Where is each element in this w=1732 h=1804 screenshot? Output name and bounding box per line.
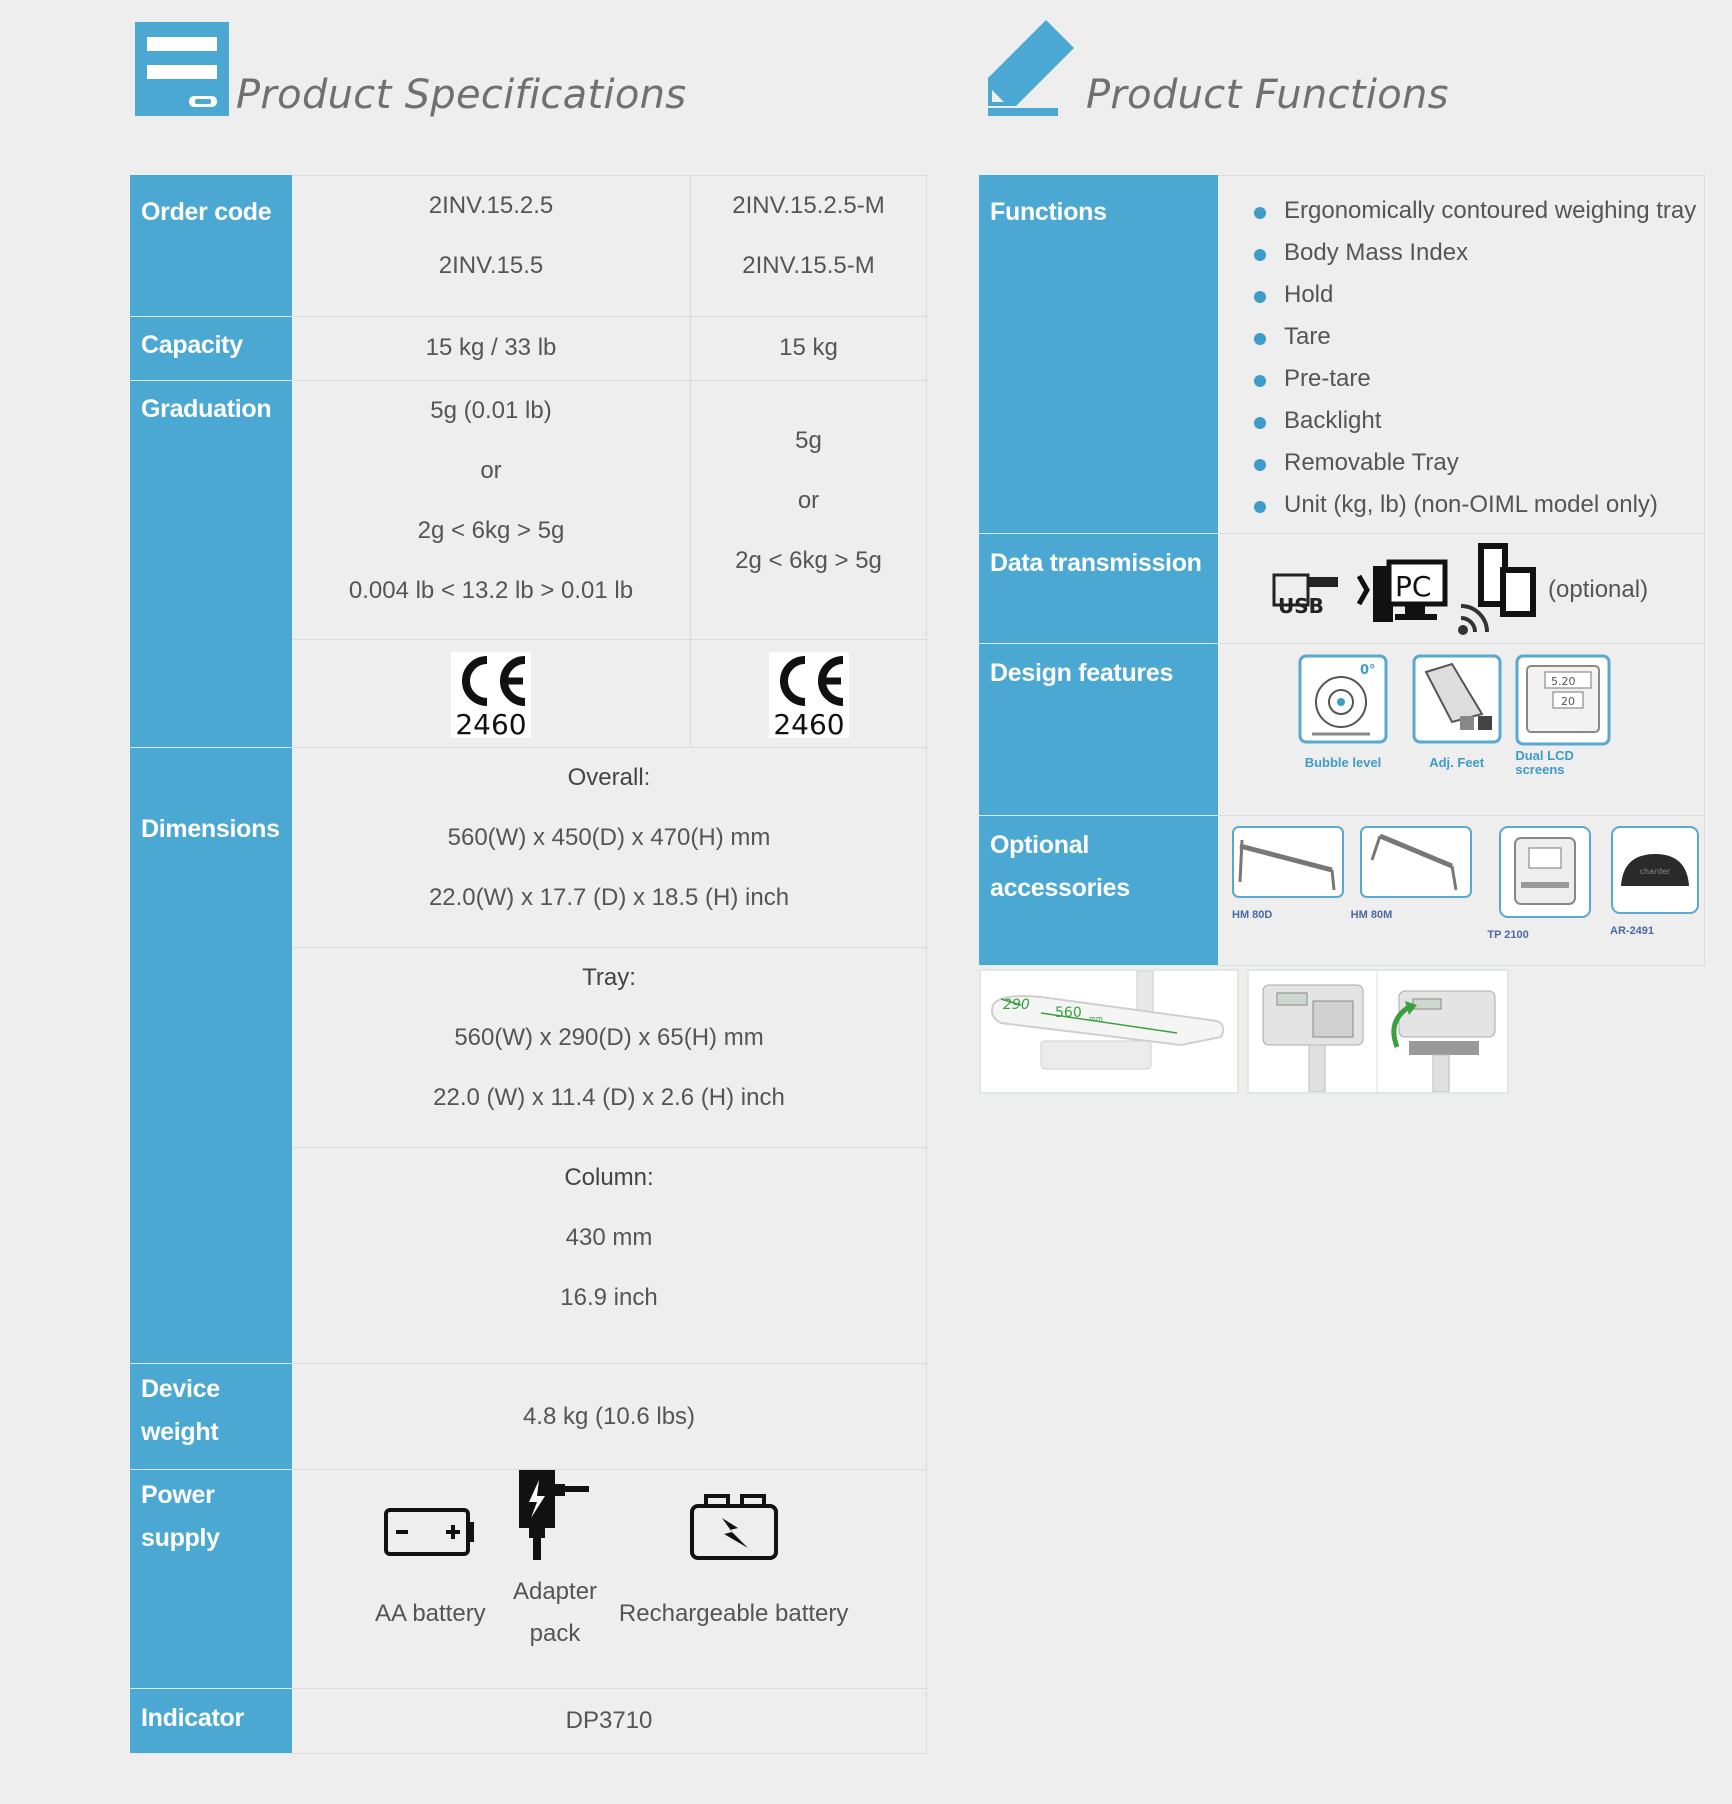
data-transmission-row xyxy=(980,534,1705,644)
accessory-hm80d xyxy=(1232,826,1344,921)
bubble-level-icon xyxy=(1298,654,1388,744)
feature-bubble-level xyxy=(1288,654,1398,770)
power-supply-label: Power xyxy=(141,1481,215,1509)
dimension-value: 22.0(W) x 17.7 (D) x 18.5 (H) inch xyxy=(428,884,790,911)
height-rod-icon xyxy=(1232,826,1344,898)
order-code-value: 2INV.15.5 xyxy=(438,252,544,279)
tray-width-label: 290 xyxy=(1003,997,1030,1013)
function-item: Unit (kg, lb) (non-OIML model only) xyxy=(1248,484,1704,526)
power-option-adapter xyxy=(498,1492,612,1655)
graduation-value: 2g < 6kg > 5g xyxy=(735,547,882,574)
ce-mark-icon xyxy=(451,652,531,738)
height-rod-icon xyxy=(1360,826,1472,898)
power-option-label: Adapter xyxy=(512,1578,598,1605)
usb-icon xyxy=(1268,555,1348,625)
device-weight-row xyxy=(131,1364,927,1470)
function-item: Pre-tare xyxy=(1248,358,1704,400)
ce-mark-icon xyxy=(769,652,849,738)
graduation-value: or xyxy=(480,457,502,484)
graduation-value: 2g < 6kg > 5g xyxy=(417,517,565,544)
order-code-value: 2INV.15.2.5 xyxy=(428,192,554,219)
data-transmission-label: Data transmission xyxy=(980,534,1218,644)
device-weight-label: weight xyxy=(141,1418,219,1446)
accessory-label: HM 80M xyxy=(1350,909,1393,921)
dimension-value: 430 mm xyxy=(565,1224,653,1251)
feature-dual-lcd xyxy=(1515,654,1615,777)
design-features-label: Design features xyxy=(980,644,1218,816)
dual-lcd-icon xyxy=(1515,654,1611,746)
power-option-label: Rechargeable battery xyxy=(618,1600,849,1627)
svg-text:PC: PC xyxy=(1394,570,1432,603)
spec-sheet-icon xyxy=(135,22,231,118)
tray-length-unit: mm xyxy=(1089,1015,1103,1023)
optional-text: (optional) xyxy=(1548,576,1649,603)
power-supply-row xyxy=(131,1470,927,1689)
design-features-row xyxy=(980,644,1705,816)
capacity-value: 15 kg / 33 lb xyxy=(425,334,557,361)
device-weight-label: Device xyxy=(141,1375,220,1403)
adjustable-feet-icon xyxy=(1412,654,1502,744)
function-item: Removable Tray xyxy=(1248,442,1704,484)
function-item: Ergonomically contoured weighing tray xyxy=(1248,190,1704,232)
accessory-hm80m xyxy=(1351,826,1481,921)
feature-label: Adj. Feet xyxy=(1429,755,1485,770)
svg-text:20: 20 xyxy=(1561,695,1576,708)
dimensions-label: Dimensions xyxy=(131,748,292,1364)
power-option-label: pack xyxy=(529,1620,581,1647)
capacity-value: 15 kg xyxy=(779,334,838,361)
indicator-photo-illustration xyxy=(1249,971,1507,1092)
tray-heading: Tray: xyxy=(582,964,636,991)
pc-icon xyxy=(1355,552,1451,628)
graduation-value: 5g xyxy=(795,427,822,454)
function-item: Hold xyxy=(1248,274,1704,316)
svg-text:USB: USB xyxy=(1278,594,1324,618)
order-code-value: 2INV.15.2.5-M xyxy=(732,192,885,219)
specifications-table xyxy=(130,175,927,1754)
pencil-icon xyxy=(988,20,1078,118)
graduation-label: Graduation xyxy=(131,381,292,748)
capacity-label: Capacity xyxy=(131,317,292,381)
power-option-aa xyxy=(369,1492,491,1635)
graduation-value: 5g (0.01 lb) xyxy=(430,397,552,424)
specifications-title: Product Specifications xyxy=(236,72,687,118)
printer-icon xyxy=(1499,826,1591,918)
function-item: Backlight xyxy=(1248,400,1704,442)
dimension-value: 16.9 inch xyxy=(560,1284,658,1311)
svg-text:5.20: 5.20 xyxy=(1551,675,1576,688)
accessory-tp2100 xyxy=(1487,826,1603,941)
optional-accessories-row xyxy=(980,816,1705,966)
overall-colon: : xyxy=(643,764,651,791)
ce-number: 2460 xyxy=(772,708,845,738)
dimension-value: 22.0 (W) x 11.4 (D) x 2.6 (H) inch xyxy=(433,1084,785,1111)
indicator-label: Indicator xyxy=(131,1689,292,1754)
device-weight-value: 4.8 kg (10.6 lbs) xyxy=(292,1364,927,1470)
graduation-row xyxy=(131,381,927,640)
graduation-value: or xyxy=(797,487,820,514)
order-code-label: Order code xyxy=(131,176,292,317)
order-code-value: 2INV.15.5-M xyxy=(742,252,875,279)
adapter-accessory-icon xyxy=(1611,826,1699,914)
capacity-row xyxy=(131,317,927,381)
power-option-rechargeable xyxy=(619,1492,849,1635)
indicator-row xyxy=(131,1689,927,1754)
power-supply-label: supply xyxy=(141,1524,220,1552)
functions-row xyxy=(980,176,1705,534)
indicator-rotation-photo xyxy=(1247,969,1509,1094)
graduation-value: 0.004 lb < 13.2 lb > 0.01 lb xyxy=(348,577,634,604)
adapter-icon xyxy=(515,1470,595,1562)
aa-battery-icon xyxy=(382,1492,478,1562)
accessory-label: HM 80D xyxy=(1232,909,1273,921)
accessory-label: AR-2491 xyxy=(1610,925,1655,937)
tray-length-label: 560 xyxy=(1055,1005,1082,1021)
dimension-value: 560(W) x 450(D) x 470(H) mm xyxy=(447,824,771,851)
indicator-value: DP3710 xyxy=(292,1689,927,1754)
dimensions-overall-row xyxy=(131,748,927,948)
accessory-label: TP 2100 xyxy=(1487,929,1529,941)
svg-text:0°: 0° xyxy=(1360,663,1376,678)
svg-text:charder: charder xyxy=(1639,867,1671,876)
accessory-ar2491 xyxy=(1610,826,1700,937)
power-option-label: AA battery xyxy=(374,1600,486,1627)
scale-photo-illustration xyxy=(981,971,1237,1092)
order-code-row xyxy=(131,176,927,317)
column-heading: Column: xyxy=(564,1164,654,1191)
scale-dimensions-photo xyxy=(979,969,1239,1094)
functions-list xyxy=(1218,176,1704,526)
optional-accessories-label: Optional accessories xyxy=(980,816,1218,966)
function-item: Body Mass Index xyxy=(1248,232,1704,274)
feature-label: Dual LCD screens xyxy=(1515,748,1574,777)
functions-table xyxy=(979,175,1705,966)
feature-label: Bubble level xyxy=(1304,755,1382,770)
rechargeable-battery-icon xyxy=(686,1492,782,1562)
functions-label: Functions xyxy=(980,176,1218,534)
feature-adj-feet xyxy=(1405,654,1509,770)
functions-title: Product Functions xyxy=(1086,72,1449,118)
dimension-value: 560(W) x 290(D) x 65(H) mm xyxy=(454,1024,764,1051)
ce-number: 2460 xyxy=(455,708,527,738)
wireless-device-icon xyxy=(1457,542,1541,638)
function-item: Tare xyxy=(1248,316,1704,358)
overall-heading: Overall xyxy=(567,764,644,791)
